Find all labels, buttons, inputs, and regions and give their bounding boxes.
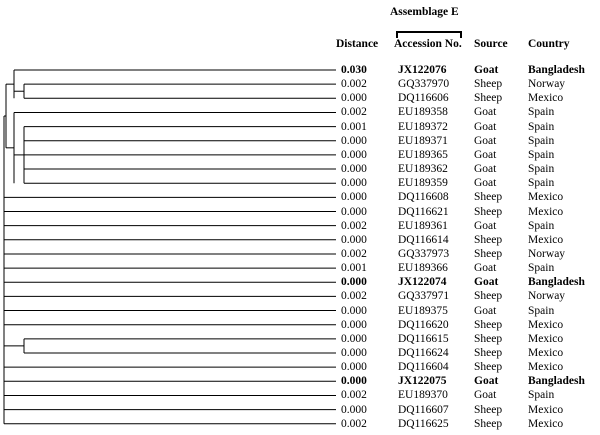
accession-cell: EU189359 xyxy=(398,177,448,190)
accession-cell: EU189362 xyxy=(398,163,448,176)
country-cell: Spain xyxy=(528,262,555,275)
accession-cell: DQ116624 xyxy=(398,347,449,359)
distance-cell: 0.000 xyxy=(341,148,367,161)
country-cell: Spain xyxy=(528,389,555,402)
distance-cell: 0.000 xyxy=(341,347,367,359)
source-cell: Sheep xyxy=(474,290,503,303)
country-cell: Mexico xyxy=(528,191,564,204)
source-cell: Sheep xyxy=(474,403,503,416)
distance-cell: 0.000 xyxy=(341,177,367,190)
source-cell: Sheep xyxy=(474,417,503,430)
distance-cell: 0.002 xyxy=(341,106,367,119)
country-cell: Spain xyxy=(528,304,555,317)
country-cell: Spain xyxy=(528,134,555,147)
source-cell: Goat xyxy=(474,219,497,232)
source-cell: Goat xyxy=(474,262,497,275)
source-cell: Goat xyxy=(474,163,497,176)
source-cell: Sheep xyxy=(474,233,503,246)
source-cell: Goat xyxy=(474,64,499,76)
source-cell: Goat xyxy=(474,375,499,388)
accession-cell: DQ116608 xyxy=(398,191,449,204)
accession-cell: DQ116614 xyxy=(398,233,449,246)
country-cell: Bangladesh xyxy=(528,64,585,76)
source-cell: Sheep xyxy=(474,92,503,105)
accession-cell: DQ116620 xyxy=(398,318,449,331)
distance-cell: 0.002 xyxy=(341,290,367,303)
country-cell: Mexico xyxy=(528,233,564,246)
accession-cell: EU189370 xyxy=(398,389,448,402)
accession-cell: EU189361 xyxy=(398,219,448,232)
distance-cell: 0.001 xyxy=(341,262,367,275)
accession-cell: GQ337971 xyxy=(398,290,450,303)
accession-cell: EU189372 xyxy=(398,120,448,133)
accession-cell: DQ116604 xyxy=(398,361,449,374)
assemblage-bracket xyxy=(397,31,461,38)
accession-cell: EU189375 xyxy=(398,304,448,317)
source-cell: Goat xyxy=(474,134,497,147)
accession-cell: EU189365 xyxy=(398,148,448,161)
distance-cell: 0.000 xyxy=(341,403,367,416)
accession-cell: DQ116615 xyxy=(398,332,449,345)
distance-cell: 0.000 xyxy=(341,134,367,147)
accession-cell: JX122075 xyxy=(398,375,447,388)
source-cell: Sheep xyxy=(474,347,503,359)
distance-cell: 0.001 xyxy=(341,120,367,133)
source-cell: Sheep xyxy=(474,318,503,331)
country-cell: Norway xyxy=(528,78,566,91)
tree-branches xyxy=(4,70,336,424)
country-cell: Spain xyxy=(528,177,555,190)
distance-cell: 0.000 xyxy=(341,304,367,317)
distance-cell: 0.030 xyxy=(341,64,367,76)
country-cell: Spain xyxy=(528,163,555,176)
accession-cell: GQ337973 xyxy=(398,247,450,260)
country-cell: Mexico xyxy=(528,92,564,105)
accession-cell: EU189371 xyxy=(398,134,448,147)
distance-cell: 0.002 xyxy=(341,389,367,402)
source-cell: Sheep xyxy=(474,332,503,345)
source-cell: Goat xyxy=(474,177,497,190)
country-cell: Mexico xyxy=(528,318,564,331)
accession-cell: EU189366 xyxy=(398,262,448,275)
source-cell: Goat xyxy=(474,148,497,161)
source-cell: Goat xyxy=(474,106,497,119)
country-cell: Mexico xyxy=(528,332,564,345)
distance-cell: 0.002 xyxy=(341,219,367,232)
distance-cell: 0.000 xyxy=(341,163,367,176)
country-cell: Mexico xyxy=(528,361,564,374)
country-cell: Mexico xyxy=(528,205,564,218)
accession-cell: DQ116625 xyxy=(398,417,449,430)
distance-cell: 0.000 xyxy=(341,361,367,374)
distance-cell: 0.002 xyxy=(341,417,367,430)
distance-cell: 0.000 xyxy=(341,276,367,289)
source-cell: Sheep xyxy=(474,78,503,91)
country-cell: Norway xyxy=(528,290,566,303)
country-cell: Bangladesh xyxy=(528,375,585,388)
country-cell: Mexico xyxy=(528,403,564,416)
country-cell: Norway xyxy=(528,247,566,260)
source-cell: Goat xyxy=(474,276,499,289)
distance-cell: 0.000 xyxy=(341,233,367,246)
country-cell: Mexico xyxy=(528,417,564,430)
distance-cell: 0.002 xyxy=(341,78,367,91)
source-cell: Sheep xyxy=(474,361,503,374)
distance-cell: 0.000 xyxy=(341,205,367,218)
distance-cell: 0.000 xyxy=(341,332,367,345)
accession-cell: GQ337970 xyxy=(398,78,450,91)
header-source: Source xyxy=(474,38,508,50)
country-cell: Mexico xyxy=(528,347,564,359)
distance-cell: 0.000 xyxy=(341,318,367,331)
accession-cell: JX122074 xyxy=(398,276,447,289)
accession-cell: DQ116607 xyxy=(398,403,449,416)
header-accession: Accession No. xyxy=(394,38,462,50)
source-cell: Goat xyxy=(474,120,497,133)
distance-cell: 0.000 xyxy=(341,92,367,105)
country-cell: Spain xyxy=(528,148,555,161)
header-country: Country xyxy=(528,38,570,50)
accession-cell: EU189358 xyxy=(398,106,448,119)
country-cell: Bangladesh xyxy=(528,276,585,289)
accession-cell: DQ116621 xyxy=(398,205,449,218)
source-cell: Goat xyxy=(474,304,497,317)
country-cell: Spain xyxy=(528,120,555,133)
assemblage-label: Assemblage E xyxy=(390,6,459,18)
accession-cell: DQ116606 xyxy=(398,92,449,105)
distance-cell: 0.000 xyxy=(341,375,367,388)
country-cell: Spain xyxy=(528,106,555,119)
country-cell: Spain xyxy=(528,219,555,232)
source-cell: Sheep xyxy=(474,191,503,204)
header-distance: Distance xyxy=(336,38,379,50)
distance-cell: 0.000 xyxy=(341,191,367,204)
source-cell: Sheep xyxy=(474,205,503,218)
accession-cell: JX122076 xyxy=(398,64,447,76)
distance-cell: 0.002 xyxy=(341,247,367,260)
source-cell: Sheep xyxy=(474,247,503,260)
source-cell: Goat xyxy=(474,389,497,402)
